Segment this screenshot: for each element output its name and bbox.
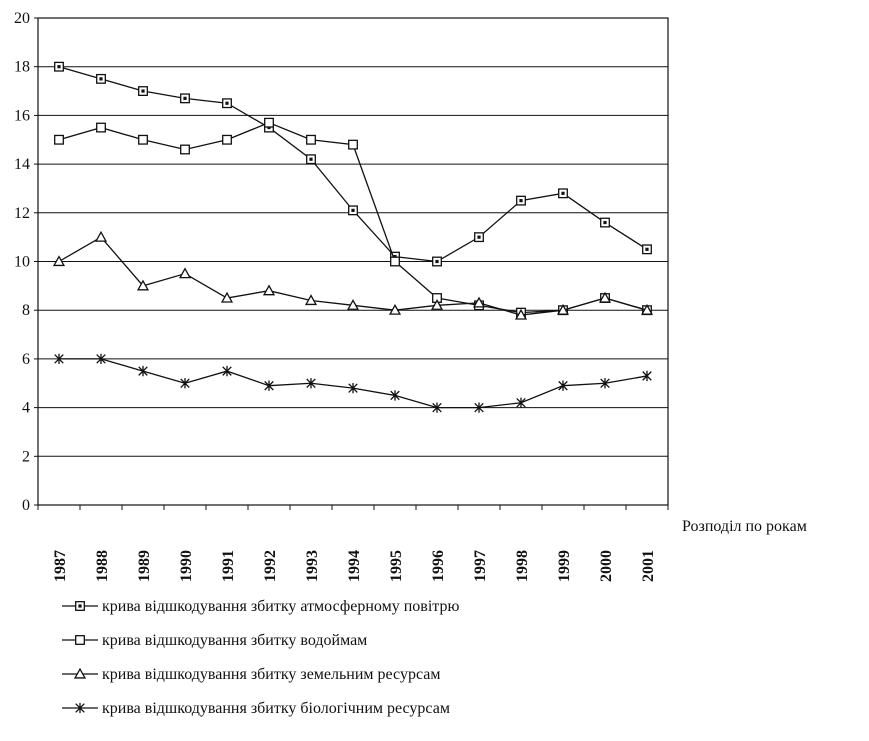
x-tick-label: 1994 <box>346 550 363 582</box>
x-tick-label: 1998 <box>514 550 531 582</box>
x-tick-label: 1987 <box>52 550 69 582</box>
data-point-star <box>223 366 232 376</box>
data-point-dot <box>183 97 186 100</box>
data-point-dot <box>78 604 81 607</box>
x-axis-title: Розподіл по рокам <box>682 518 807 535</box>
data-point-square <box>265 118 274 127</box>
legend-label: крива відшкодування збитку водоймам <box>102 632 368 649</box>
gridlines <box>34 18 668 510</box>
y-tick-label: 12 <box>14 204 30 222</box>
x-tick-label: 1990 <box>178 550 195 582</box>
legend-entry <box>62 598 459 615</box>
legend-entry <box>62 700 450 717</box>
data-point-star <box>139 366 148 376</box>
data-point-square <box>223 135 232 144</box>
x-tick-label: 1996 <box>430 550 447 582</box>
data-point-dot <box>603 221 606 224</box>
x-tick-label: 1989 <box>136 550 153 582</box>
data-point-dot <box>435 260 438 263</box>
legend-label: крива відшкодування збитку атмосферному повітрю <box>102 598 460 615</box>
data-point-square <box>55 135 64 144</box>
x-tick-labels <box>52 550 657 582</box>
data-point-dot <box>99 77 102 80</box>
y-tick-label: 6 <box>22 350 30 368</box>
data-point-dot <box>225 102 228 105</box>
legend-entry <box>62 666 440 683</box>
data-point-dot <box>57 65 60 68</box>
data-point-dot <box>141 89 144 92</box>
data-point-star <box>181 378 190 388</box>
x-tick-label: 1995 <box>388 550 405 582</box>
y-tick-label: 16 <box>14 107 30 125</box>
x-tick-label: 1988 <box>94 550 111 582</box>
y-tick-label: 18 <box>14 58 30 76</box>
data-point-square <box>349 140 358 149</box>
y-tick-label: 0 <box>22 497 30 514</box>
data-point-square <box>139 135 148 144</box>
data-point-square <box>391 257 400 266</box>
data-point-triangle <box>180 269 190 278</box>
y-tick-label: 4 <box>22 399 30 417</box>
x-tick-label: 1997 <box>472 550 489 582</box>
data-point-triangle <box>264 286 274 295</box>
x-tick-label: 1993 <box>304 550 321 582</box>
x-tick-label: 1999 <box>556 550 573 582</box>
series-4 <box>55 354 652 413</box>
data-point-dot <box>309 158 312 161</box>
y-tick-label: 14 <box>14 156 30 174</box>
y-tick-labels <box>14 10 30 514</box>
legend-label: крива відшкодування збитку біологічним ресурсам <box>102 700 450 717</box>
y-tick-label: 8 <box>22 302 30 320</box>
data-point-square <box>307 135 316 144</box>
data-point-dot <box>645 248 648 251</box>
legend-entry <box>62 632 367 649</box>
data-point-dot <box>351 209 354 212</box>
data-point-square <box>97 123 106 132</box>
x-tick-label: 1992 <box>262 550 279 582</box>
data-point-square <box>76 636 85 645</box>
data-point-triangle <box>96 232 106 241</box>
legend <box>62 598 459 717</box>
legend-label: крива відшкодування збитку земельним ресурсам <box>102 666 441 683</box>
y-tick-label: 2 <box>22 448 30 466</box>
y-tick-label: 20 <box>14 10 30 27</box>
x-tick-label: 2001 <box>640 550 657 582</box>
data-point-dot <box>477 236 480 239</box>
data-point-dot <box>519 199 522 202</box>
data-point-square <box>181 145 190 154</box>
x-tick-label: 1991 <box>220 550 237 582</box>
y-tick-label: 10 <box>14 253 30 271</box>
x-tick-label: 2000 <box>598 550 615 582</box>
data-point-dot <box>561 192 564 195</box>
series-3 <box>54 232 652 319</box>
